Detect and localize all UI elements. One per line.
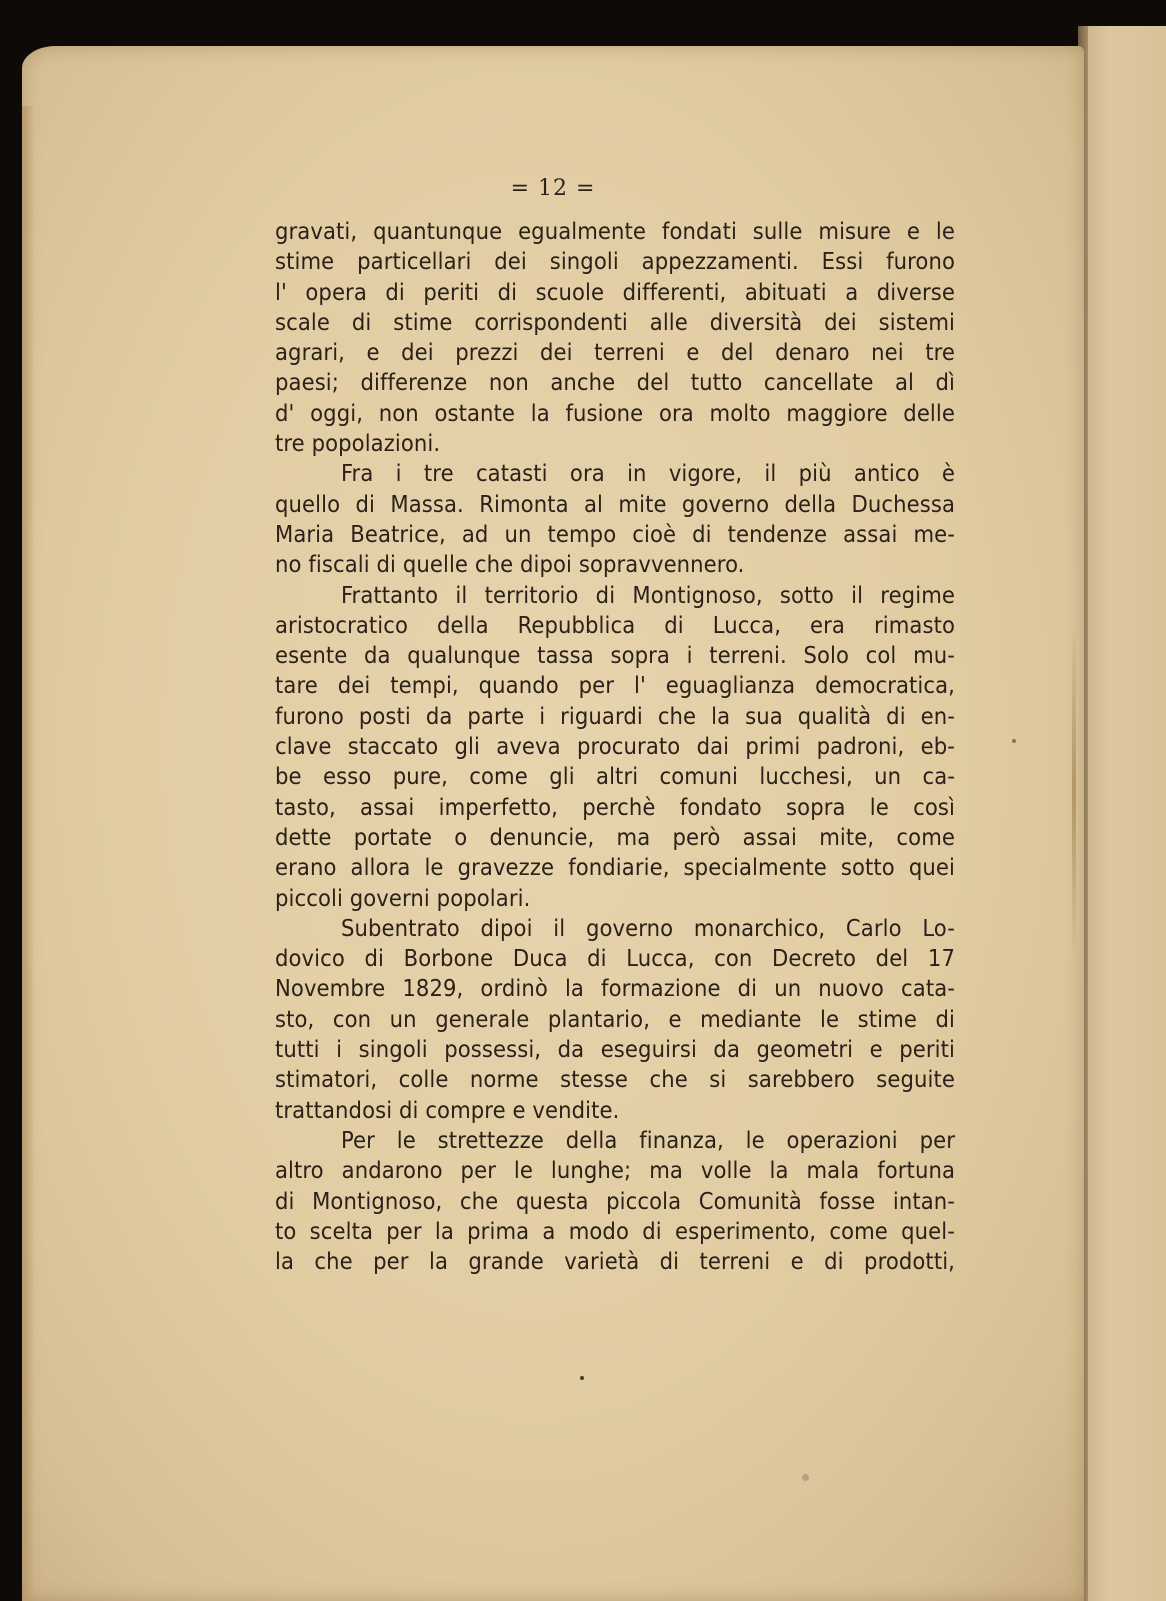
text-line: tare dei tempi, quando per l' eguaglianza democratica, [275,671,955,700]
page-left-edge [22,106,34,1601]
text-line: tutti i singoli possessi, da eseguirsi da geometri e periti [275,1035,955,1064]
text-line: no fiscali di quelle che dipoi sopravvennero. [275,550,745,579]
text-line: altro andarono per le lunghe; ma volle la mala fortuna [275,1156,955,1185]
text-line: Maria Beatrice, ad un tempo cioè di tendenze assai me- [275,519,955,548]
text-line: stimatori, colle norme stesse che si sarebbero seguite [275,1065,955,1094]
text-line: quello di Massa. Rimonta al mite governo della Duchessa [275,489,955,518]
ink-speck [802,1474,809,1481]
page-number-header: = 12 = [510,176,596,201]
text-line: Novembre 1829, ordinò la formazione di un nuovo cata- [275,974,955,1003]
text-line: dette portate o denuncie, ma però assai mite, come [275,822,955,851]
next-page-edge [1086,26,1166,1601]
text-line: erano allora le gravezze fondiarie, specialmente sotto quei [275,853,955,882]
text-line: be esso pure, come gli altri comuni lucchesi, un ca- [275,762,955,791]
text-line: scale di stime corrispondenti alle diversità dei sistemi [275,307,955,336]
text-line: trattandosi di compre e vendite. [275,1095,620,1124]
body-text [275,216,955,1276]
text-line: sto, con un generale plantario, e mediante le stime di [275,1004,955,1033]
text-line: to scelta per la prima a modo di esperimento, come quel- [275,1216,955,1245]
text-line: l' opera di periti di scuole differenti, abituati a diverse [275,277,955,306]
text-line: Per le strettezze della finanza, le operazioni per [341,1125,955,1154]
text-line: gravati, quantunque egualmente fondati sulle misure e le [275,217,955,245]
text-line: Frattanto il territorio di Montignoso, sotto il regime [341,580,955,609]
text-line: di Montignoso, che questa piccola Comunità fosse intan- [275,1186,955,1215]
page-crease [1072,626,1076,956]
text-line: esente da qualunque tassa sopra i terreni. Solo col mu- [275,641,955,670]
text-line: Fra i tre catasti ora in vigore, il più antico è [341,459,955,488]
text-line: Subentrato dipoi il governo monarchico, Carlo Lo- [341,913,955,942]
text-line: stime particellari dei singoli appezzamenti. Essi furono [275,247,955,276]
text-line: d' oggi, non ostante la fusione ora molto maggiore delle [275,398,955,427]
text-line: clave staccato gli aveva procurato dai primi padroni, eb- [275,732,955,761]
text-line: furono posti da parte i riguardi che la sua qualità di en- [275,701,955,730]
book-page [22,46,1084,1601]
text-line: dovico di Borbone Duca di Lucca, con Decreto del 17 [275,944,955,973]
text-line: piccoli governi popolari. [275,883,531,912]
ink-speck [1012,739,1016,743]
text-line: la che per la grande varietà di terreni e di prodotti, [275,1247,955,1276]
text-line: paesi; differenze non anche del tutto cancellate al dì [275,368,955,397]
text-line: agrari, e dei prezzi dei terreni e del denaro nei tre [275,338,955,367]
text-line: aristocratico della Repubblica di Lucca, era rimasto [275,610,955,639]
ink-speck [580,1376,584,1380]
text-line: tre popolazioni. [275,429,441,458]
text-line: tasto, assai imperfetto, perchè fondato sopra le così [275,792,955,821]
